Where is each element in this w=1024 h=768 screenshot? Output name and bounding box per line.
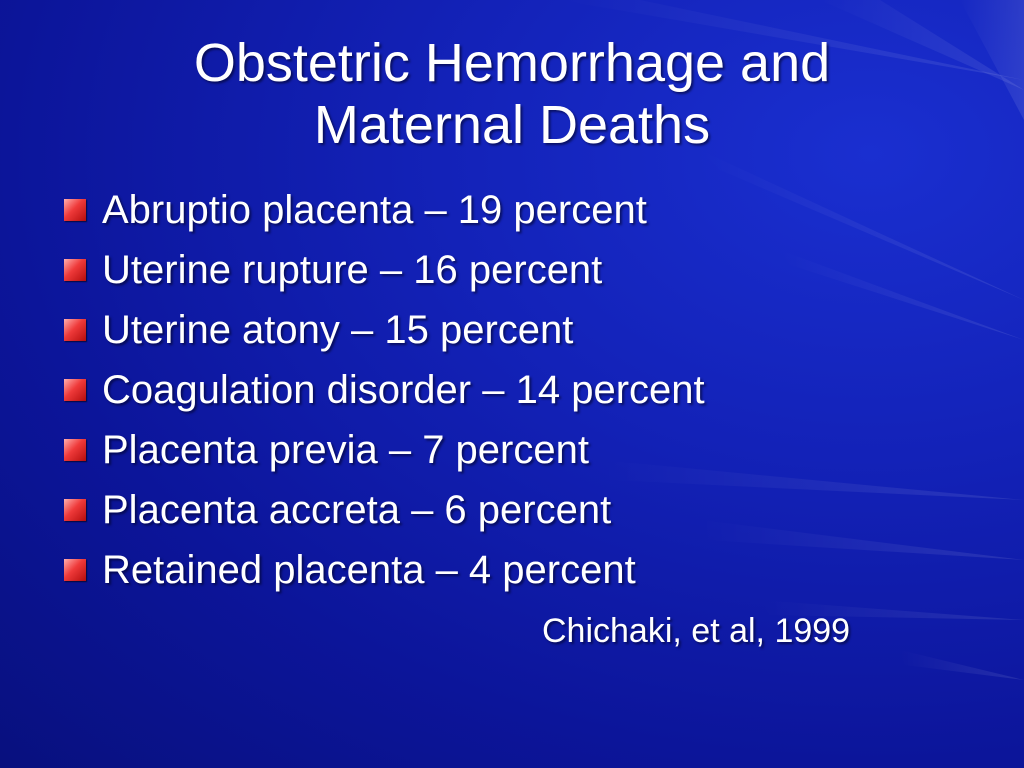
bullet-text: Uterine atony – 15 percent xyxy=(102,307,574,352)
bullet-text: Coagulation disorder – 14 percent xyxy=(102,367,705,412)
red-square-bullet-icon xyxy=(64,439,86,461)
bullet-text: Uterine rupture – 16 percent xyxy=(102,247,603,292)
bullet-item-retained-placenta xyxy=(64,540,705,600)
red-square-bullet-icon xyxy=(64,499,86,521)
slide-title xyxy=(0,32,1024,156)
bullet-list xyxy=(64,180,705,600)
bullet-text: Abruptio placenta – 19 percent xyxy=(102,187,647,232)
red-square-bullet-icon xyxy=(64,199,86,221)
red-square-bullet-icon xyxy=(64,259,86,281)
bullet-item-uterine-rupture xyxy=(64,240,705,300)
citation: Chichaki, et al, 1999 xyxy=(542,612,851,650)
bullet-item-uterine-atony xyxy=(64,300,705,360)
red-square-bullet-icon xyxy=(64,319,86,341)
bullet-text: Placenta previa – 7 percent xyxy=(102,427,589,472)
bullet-text: Retained placenta – 4 percent xyxy=(102,547,636,592)
slide-title-line-1: Obstetric Hemorrhage and xyxy=(193,33,831,93)
red-square-bullet-icon xyxy=(64,559,86,581)
slide-title-line-2: Maternal Deaths xyxy=(313,95,711,155)
red-square-bullet-icon xyxy=(64,379,86,401)
bullet-item-placenta-accreta xyxy=(64,480,705,540)
bullet-text: Placenta accreta – 6 percent xyxy=(102,487,612,532)
bullet-item-coagulation-disorder xyxy=(64,360,705,420)
bullet-item-abruptio-placenta xyxy=(64,180,705,240)
bullet-item-placenta-previa xyxy=(64,420,705,480)
